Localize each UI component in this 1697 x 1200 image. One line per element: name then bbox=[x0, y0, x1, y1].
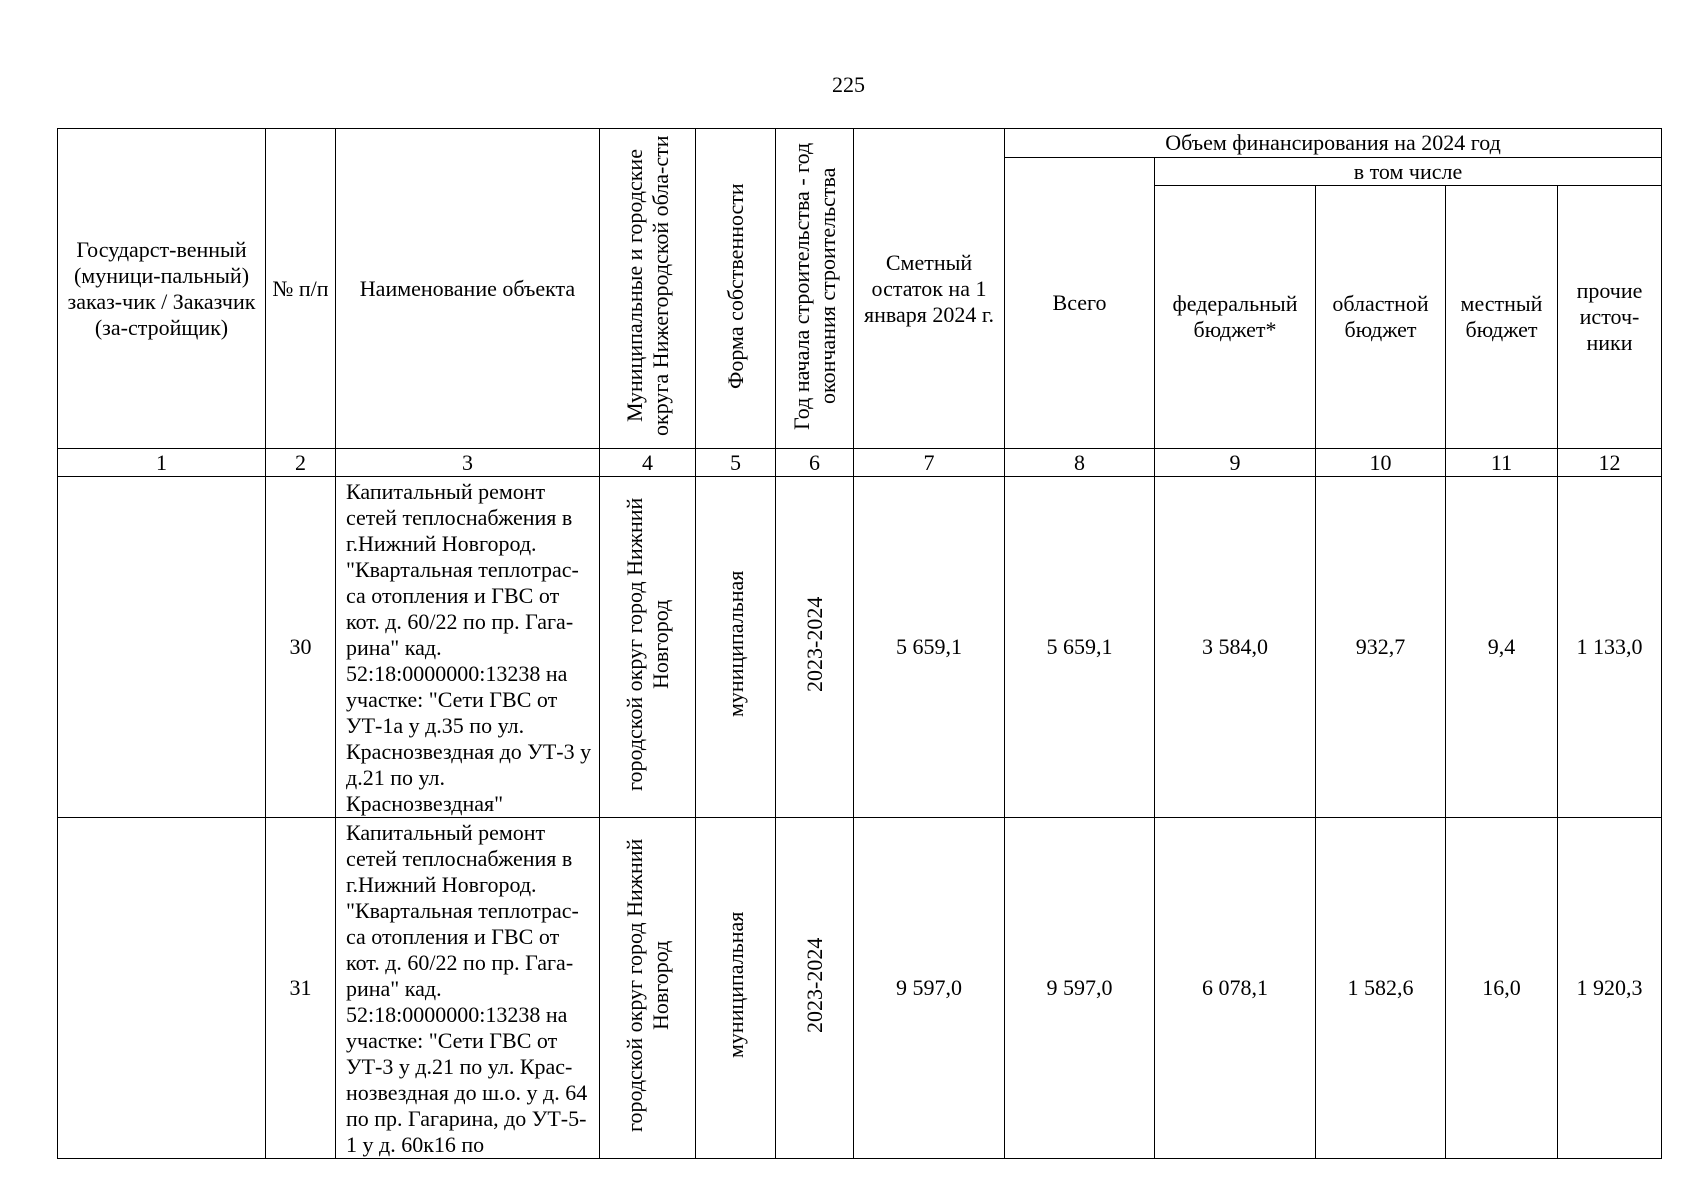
regional-cell: 1 582,6 bbox=[1316, 818, 1446, 1159]
row-number: 30 bbox=[266, 477, 336, 818]
customer-cell bbox=[58, 818, 266, 1159]
page-number: 225 bbox=[832, 72, 865, 97]
other-cell: 1 133,0 bbox=[1558, 477, 1662, 818]
local-cell: 9,4 bbox=[1446, 477, 1558, 818]
column-number: 8 bbox=[1005, 449, 1155, 477]
column-number: 5 bbox=[696, 449, 776, 477]
header-number: № п/п bbox=[266, 129, 336, 449]
ownership-cell: муниципальная bbox=[696, 477, 776, 818]
local-cell: 16,0 bbox=[1446, 818, 1558, 1159]
column-number: 9 bbox=[1155, 449, 1316, 477]
column-number: 12 bbox=[1558, 449, 1662, 477]
federal-cell: 3 584,0 bbox=[1155, 477, 1316, 818]
other-cell: 1 920,3 bbox=[1558, 818, 1662, 1159]
header-object-name: Наименование объекта bbox=[336, 129, 600, 449]
federal-cell: 6 078,1 bbox=[1155, 818, 1316, 1159]
column-number: 7 bbox=[854, 449, 1005, 477]
column-numbers-row bbox=[58, 449, 1662, 477]
years-cell: 2023-2024 bbox=[776, 477, 854, 818]
header-including: в том числе bbox=[1155, 158, 1662, 186]
table-row bbox=[58, 477, 1662, 818]
object-name: Капитальный ремонт сетей теплоснабжения в г.Нижний Новгород. "Квартальная теплотрас-са отопления и ГВС от кот. д. 60/22 по пр. Гага-рина" кад. 52:18:0000000:13238 на участке: "Сети ГВС от УТ-1а у д.35 по ул. Краснозвездная до УТ-3 у д.21 по ул. Краснозвездная" bbox=[336, 477, 600, 818]
header-customer: Государст-венный (муници-пальный) заказ-чик / Заказчик (за-стройщик) bbox=[58, 129, 266, 449]
header-ownership: Форма собственности bbox=[696, 129, 776, 449]
customer-cell bbox=[58, 477, 266, 818]
column-number: 6 bbox=[776, 449, 854, 477]
header-funding-group: Объем финансирования на 2024 год bbox=[1005, 129, 1662, 158]
header-local: местный бюджет bbox=[1446, 186, 1558, 449]
column-number: 2 bbox=[266, 449, 336, 477]
header-other: прочие источ-ники bbox=[1558, 186, 1662, 449]
header-construction-years: Год начала строительства - год окончания строительства bbox=[776, 129, 854, 449]
column-number: 3 bbox=[336, 449, 600, 477]
row-number: 31 bbox=[266, 818, 336, 1159]
financing-table bbox=[57, 128, 1662, 1159]
years-cell: 2023-2024 bbox=[776, 818, 854, 1159]
header-federal: федеральный бюджет* bbox=[1155, 186, 1316, 449]
column-number: 11 bbox=[1446, 449, 1558, 477]
column-number: 4 bbox=[600, 449, 696, 477]
total-cell: 9 597,0 bbox=[1005, 818, 1155, 1159]
object-name: Капитальный ремонт сетей теплоснабжения в г.Нижний Новгород. "Квартальная теплотрас-са отопления и ГВС от кот. д. 60/22 по пр. Гага-рина" кад. 52:18:0000000:13238 на участке: "Сети ГВС от УТ-3 у д.21 по ул. Крас-нозвездная до ш.о. у д. 64 по пр. Гагарина, до УТ-5-1 у д. 60к16 по bbox=[336, 818, 600, 1159]
ownership-cell: муниципальная bbox=[696, 818, 776, 1159]
header-estimate-balance: Сметный остаток на 1 января 2024 г. bbox=[854, 129, 1005, 449]
column-number: 10 bbox=[1316, 449, 1446, 477]
table-row bbox=[58, 818, 1662, 1159]
estimate-balance-cell: 5 659,1 bbox=[854, 477, 1005, 818]
regional-cell: 932,7 bbox=[1316, 477, 1446, 818]
column-number: 1 bbox=[58, 449, 266, 477]
district-cell: городской округ город Нижний Новгород bbox=[600, 818, 696, 1159]
header-district: Муниципальные и городские округа Нижегородской обла-сти bbox=[600, 129, 696, 449]
total-cell: 5 659,1 bbox=[1005, 477, 1155, 818]
header-total: Всего bbox=[1005, 158, 1155, 449]
header-regional: областной бюджет bbox=[1316, 186, 1446, 449]
estimate-balance-cell: 9 597,0 bbox=[854, 818, 1005, 1159]
district-cell: городской округ город Нижний Новгород bbox=[600, 477, 696, 818]
